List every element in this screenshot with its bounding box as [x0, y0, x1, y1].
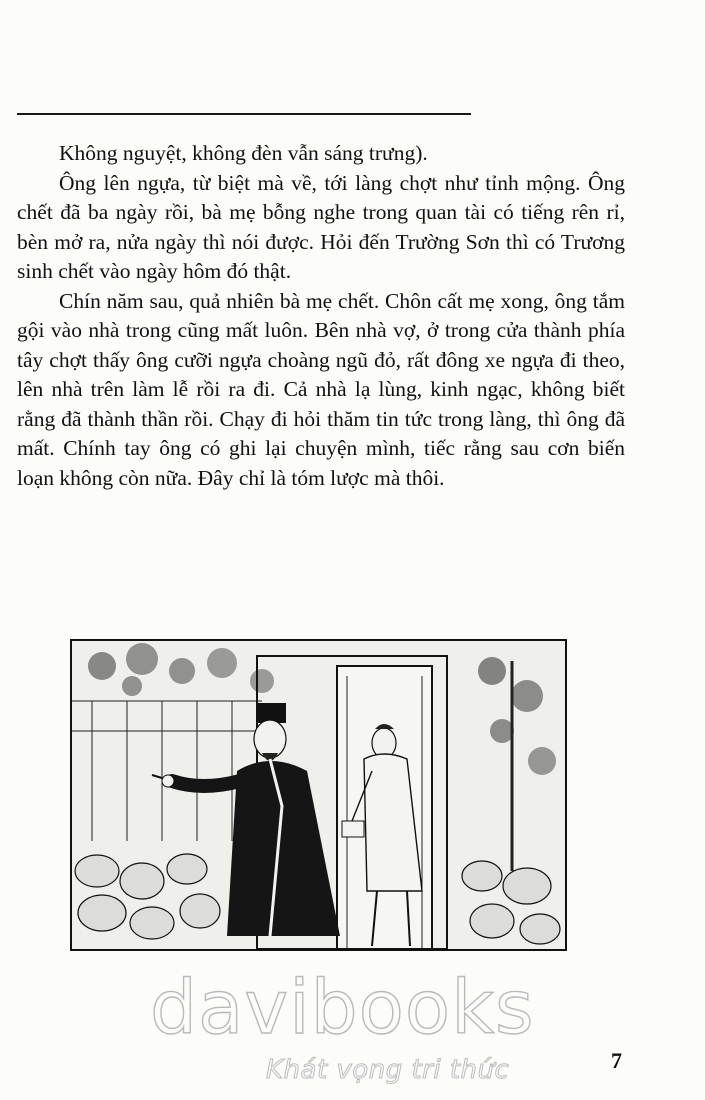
ink-drawing	[72, 641, 565, 949]
body-text	[17, 139, 625, 493]
watermark-tagline: Khát vọng tri thức	[266, 1055, 510, 1085]
paragraph-3: Chín năm sau, quả nhiên bà mẹ chết. Chôn cất mẹ xong, ông tắm gội vào nhà trong cũng mất luôn. Bên nhà vợ, ở trong cửa thành phía tây chợt thấy ông cưỡi ngựa choàng ngũ đỏ, rất đông xe ngựa đi theo, lên nhà trên làm lễ rồi ra đi. Cả nhà lạ lùng, kinh ngạc, không biết rằng đã thành thần rồi. Chạy đi hỏi thăm tin tức trong làng, thì ông đã mất. Chính tay ông có ghi lại chuyện mình, tiếc rằng sau cơn biến loạn không còn nữa. Đây chỉ là tóm lược mà thôi.	[17, 288, 625, 490]
header-rule	[17, 113, 471, 115]
paragraph-1: Không nguyệt, không đèn vẫn sáng trưng).	[59, 141, 428, 165]
paragraph-2: Ông lên ngựa, từ biệt mà về, tới làng chợt như tỉnh mộng. Ông chết đã ba ngày rồi, bà mẹ bỗng nghe trong quan tài có tiếng rên rỉ, bèn mở ra, nửa ngày thì nói được. Hỏi đến Trường Sơn thì có Trương sinh chết vào ngày hôm đó thật.	[17, 170, 625, 283]
page-number: 7	[611, 1048, 622, 1073]
watermark-brand: davibooks	[150, 965, 535, 1051]
illustration	[70, 639, 567, 951]
